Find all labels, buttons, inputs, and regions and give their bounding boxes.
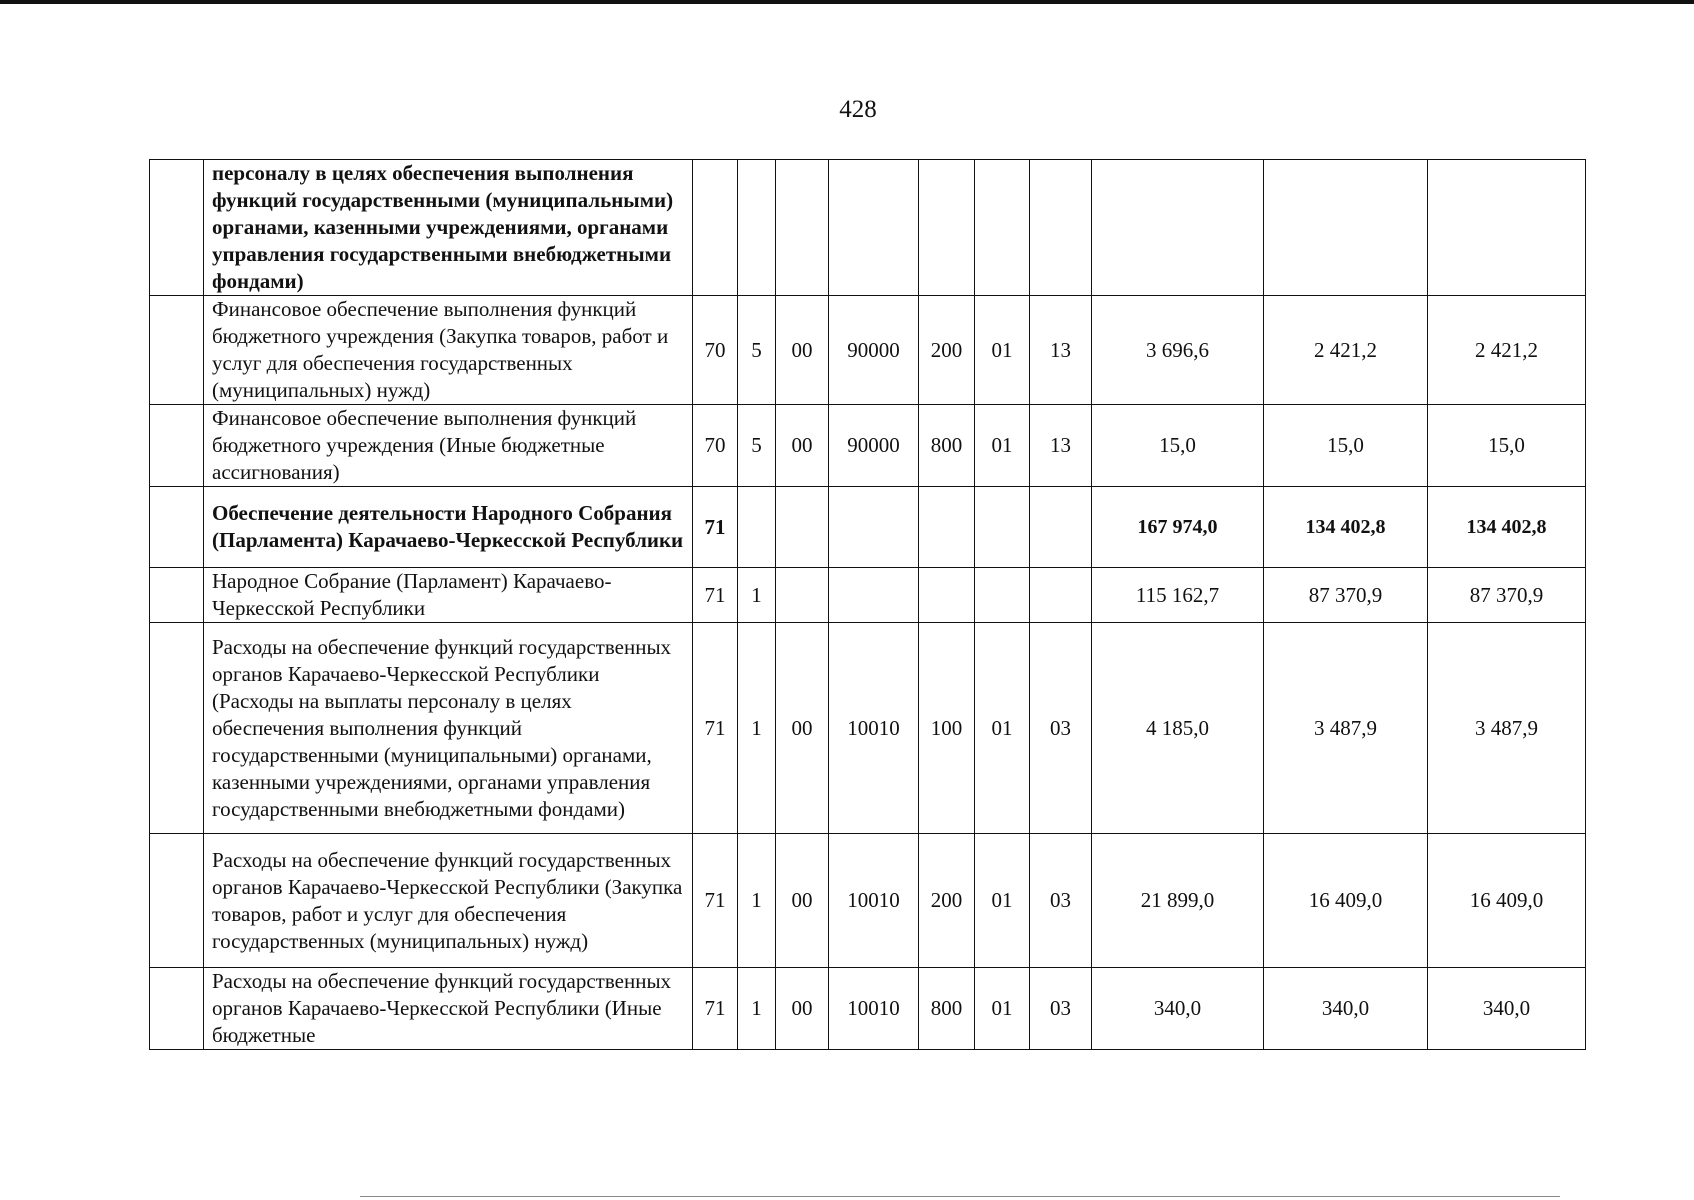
- code-cell: 70: [693, 405, 738, 487]
- code-cell: [1030, 568, 1092, 623]
- code-cell: 71: [693, 968, 738, 1050]
- expense-name-cell: Обеспечение деятельности Народного Собрания (Парламента) Карачаево-Черкесской Республики: [204, 487, 693, 568]
- code-cell: 71: [693, 487, 738, 568]
- code-cell: [738, 160, 776, 296]
- code-cell: [975, 487, 1030, 568]
- expense-name-cell: персоналу в целях обеспечения выполнения функций государственными (муниципальными) органами, казенными учреждениями, органами управления государственными внебюджетными фондами): [204, 160, 693, 296]
- amount-cell: 115 162,7: [1092, 568, 1264, 623]
- code-cell: 1: [738, 968, 776, 1050]
- row-number-cell: [150, 296, 204, 405]
- amount-cell: 134 402,8: [1264, 487, 1428, 568]
- expense-name-cell: Расходы на обеспечение функций государственных органов Карачаево-Черкесской Республики (Иные бюджетные: [204, 968, 693, 1050]
- amount-cell: 340,0: [1092, 968, 1264, 1050]
- code-cell: 03: [1030, 834, 1092, 968]
- amount-cell: [1264, 160, 1428, 296]
- code-cell: 100: [919, 623, 975, 834]
- expense-name-cell: Расходы на обеспечение функций государственных органов Карачаево-Черкесской Республики (Закупка товаров, работ и услуг для обеспечения государственных (муниципальных) нужд): [204, 834, 693, 968]
- code-cell: 800: [919, 968, 975, 1050]
- table-row: [150, 405, 1586, 487]
- budget-table: [149, 159, 1586, 1050]
- code-cell: 03: [1030, 968, 1092, 1050]
- row-number-cell: [150, 834, 204, 968]
- code-cell: [1030, 160, 1092, 296]
- code-cell: 800: [919, 405, 975, 487]
- amount-cell: 15,0: [1428, 405, 1586, 487]
- code-cell: 03: [1030, 623, 1092, 834]
- code-cell: [829, 487, 919, 568]
- amount-cell: 3 487,9: [1264, 623, 1428, 834]
- amount-cell: 87 370,9: [1264, 568, 1428, 623]
- code-cell: [829, 568, 919, 623]
- code-cell: [776, 568, 829, 623]
- top-border-line: [0, 0, 1694, 4]
- amount-cell: 2 421,2: [1428, 296, 1586, 405]
- code-cell: [919, 487, 975, 568]
- amount-cell: 3 487,9: [1428, 623, 1586, 834]
- code-cell: [975, 568, 1030, 623]
- code-cell: [776, 487, 829, 568]
- code-cell: 00: [776, 968, 829, 1050]
- amount-cell: 167 974,0: [1092, 487, 1264, 568]
- amount-cell: 15,0: [1092, 405, 1264, 487]
- code-cell: 1: [738, 834, 776, 968]
- code-cell: 200: [919, 834, 975, 968]
- row-number-cell: [150, 623, 204, 834]
- code-cell: 5: [738, 296, 776, 405]
- expense-name-cell: Народное Собрание (Парламент) Карачаево-Черкесской Республики: [204, 568, 693, 623]
- code-cell: 10010: [829, 834, 919, 968]
- code-cell: [975, 160, 1030, 296]
- code-cell: [776, 160, 829, 296]
- code-cell: 5: [738, 405, 776, 487]
- expense-name-cell: Финансовое обеспечение выполнения функций бюджетного учреждения (Иные бюджетные ассигнования): [204, 405, 693, 487]
- code-cell: 70: [693, 296, 738, 405]
- code-cell: 01: [975, 968, 1030, 1050]
- code-cell: 00: [776, 296, 829, 405]
- code-cell: 200: [919, 296, 975, 405]
- row-number-cell: [150, 160, 204, 296]
- code-cell: 01: [975, 296, 1030, 405]
- row-number-cell: [150, 487, 204, 568]
- code-cell: 1: [738, 568, 776, 623]
- code-cell: 01: [975, 834, 1030, 968]
- table-row: [150, 568, 1586, 623]
- amount-cell: 134 402,8: [1428, 487, 1586, 568]
- amount-cell: [1092, 160, 1264, 296]
- code-cell: 1: [738, 623, 776, 834]
- amount-cell: 87 370,9: [1428, 568, 1586, 623]
- page-number: 428: [839, 96, 877, 123]
- code-cell: [919, 160, 975, 296]
- code-cell: 13: [1030, 405, 1092, 487]
- table-row: [150, 160, 1586, 296]
- code-cell: 01: [975, 405, 1030, 487]
- code-cell: 71: [693, 568, 738, 623]
- amount-cell: 340,0: [1264, 968, 1428, 1050]
- code-cell: [738, 487, 776, 568]
- table-row: [150, 487, 1586, 568]
- amount-cell: 2 421,2: [1264, 296, 1428, 405]
- code-cell: 90000: [829, 405, 919, 487]
- code-cell: 90000: [829, 296, 919, 405]
- amount-cell: 4 185,0: [1092, 623, 1264, 834]
- code-cell: 00: [776, 834, 829, 968]
- code-cell: [829, 160, 919, 296]
- code-cell: 13: [1030, 296, 1092, 405]
- expense-name-cell: Расходы на обеспечение функций государственных органов Карачаево-Черкесской Республики (Расходы на выплаты персоналу в целях обеспечения выполнения функций государственными (муниципальными) органами, казенными учреждениями, органами управления государственными внебюджетными фондами): [204, 623, 693, 834]
- code-cell: 71: [693, 834, 738, 968]
- code-cell: 00: [776, 405, 829, 487]
- amount-cell: 16 409,0: [1428, 834, 1586, 968]
- row-number-cell: [150, 405, 204, 487]
- code-cell: 10010: [829, 623, 919, 834]
- amount-cell: 340,0: [1428, 968, 1586, 1050]
- amount-cell: 3 696,6: [1092, 296, 1264, 405]
- amount-cell: [1428, 160, 1586, 296]
- code-cell: [693, 160, 738, 296]
- expense-name-cell: Финансовое обеспечение выполнения функций бюджетного учреждения (Закупка товаров, работ и услуг для обеспечения государственных (муниципальных) нужд): [204, 296, 693, 405]
- amount-cell: 15,0: [1264, 405, 1428, 487]
- table-row: [150, 968, 1586, 1050]
- code-cell: [1030, 487, 1092, 568]
- table-row: [150, 296, 1586, 405]
- table-row: [150, 623, 1586, 834]
- code-cell: 01: [975, 623, 1030, 834]
- row-number-cell: [150, 968, 204, 1050]
- bottom-divider-line: [360, 1196, 1560, 1197]
- table-row: [150, 834, 1586, 968]
- code-cell: 00: [776, 623, 829, 834]
- code-cell: 10010: [829, 968, 919, 1050]
- amount-cell: 16 409,0: [1264, 834, 1428, 968]
- amount-cell: 21 899,0: [1092, 834, 1264, 968]
- row-number-cell: [150, 568, 204, 623]
- code-cell: [919, 568, 975, 623]
- code-cell: 71: [693, 623, 738, 834]
